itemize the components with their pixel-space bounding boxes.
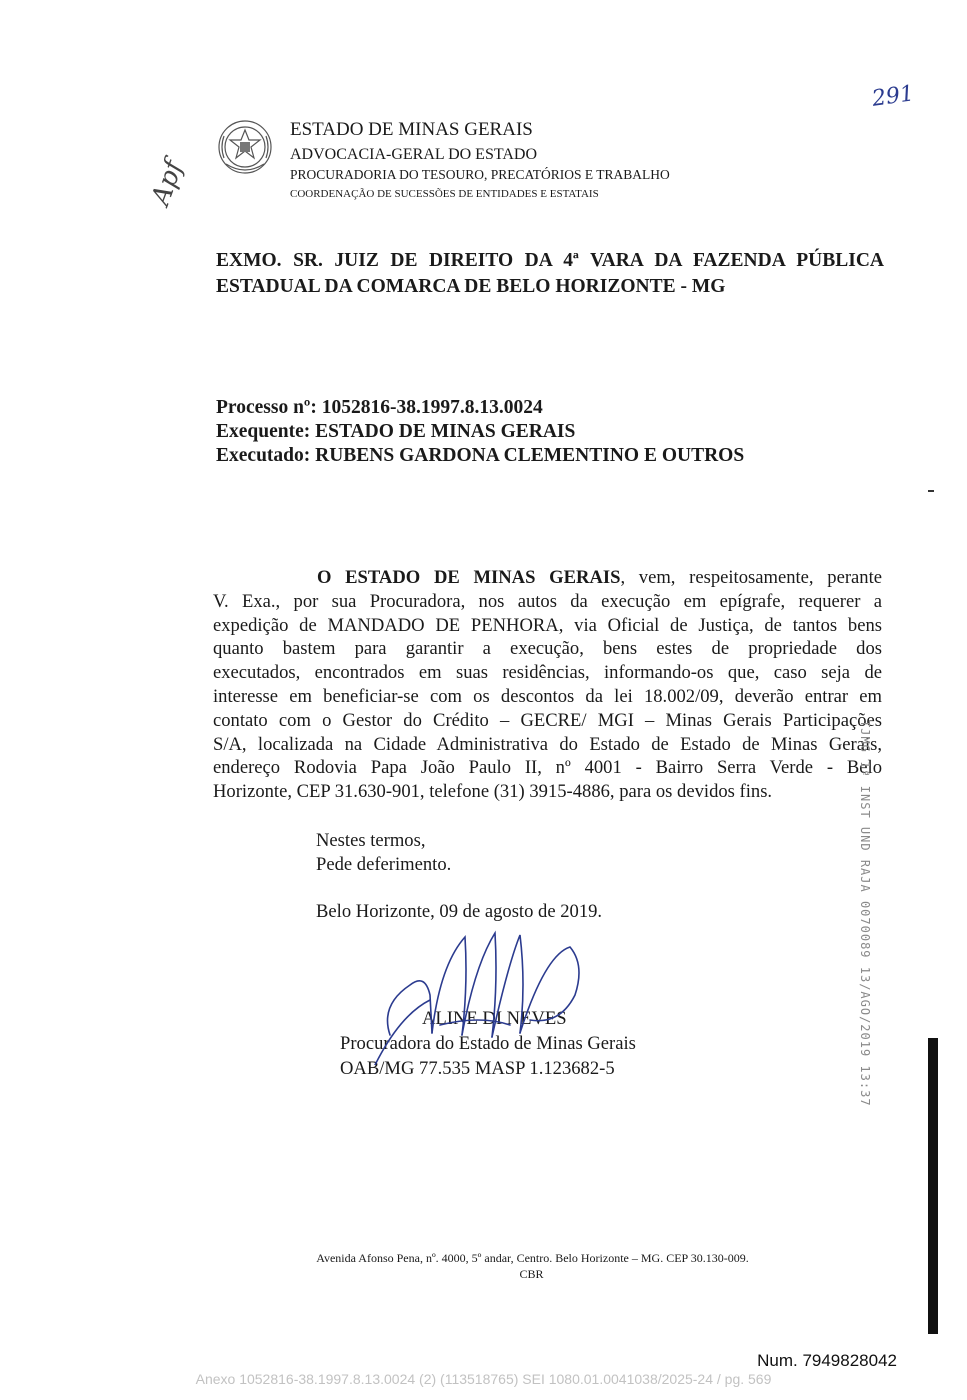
header-coordination: COORDENAÇÃO DE SUCESSÕES DE ENTIDADES E ESTATAIS (290, 188, 599, 200)
signer-title: Procuradora do Estado de Minas Gerais (340, 1033, 636, 1054)
signer-registration: OAB/MG 77.535 MASP 1.123682-5 (340, 1058, 615, 1079)
body-line: Horizonte, CEP 31.630-901, telefone (31) 3915-4886, para os devidos fins. (213, 781, 773, 803)
process-plaintiff: Exequente: ESTADO DE MINAS GERAIS (216, 421, 576, 442)
body-lead-rest: , vem, respeitosamente, perante (620, 567, 882, 588)
header-division: PROCURADORIA DO TESOURO, PRECATÓRIOS E TRABALHO (290, 167, 670, 182)
body-line: S/A, localizada na Cidade Administrativa do Estado de Estado de Minas Gerais, (213, 733, 882, 755)
protocol-stamp: TJMG 1ª INST UND RAJA 0070089 13/AGO/2019 13:37 (858, 720, 872, 1107)
footer-code: CBR (519, 1267, 544, 1281)
closing-line-2: Pede deferimento. (316, 854, 452, 875)
closing-line-1: Nestes termos, (316, 830, 426, 851)
addressee-line-2: ESTADUAL DA COMARCA DE BELO HORIZONTE - MG (216, 276, 726, 297)
body-line-lead (213, 566, 882, 590)
handwritten-initials: Apf (145, 156, 190, 210)
header-agency: ADVOCACIA-GERAL DO ESTADO (290, 146, 537, 163)
body-line: quanto bastem para garantir a execução, bens estes de propriedade dos (213, 638, 882, 660)
document-number: Num. 7949828042 (757, 1351, 897, 1370)
body-line: executados, encontrados em suas residências, informando-os que, caso seja de (213, 662, 882, 684)
body-line: endereço Rodovia Papa João Paulo II, nº 4001 - Bairro Serra Verde - Belo (213, 757, 882, 779)
body-lead-bold: O ESTADO DE MINAS GERAIS (317, 567, 621, 588)
header-state: ESTADO DE MINAS GERAIS (290, 119, 533, 140)
closing (316, 829, 451, 877)
body-line: V. Exa., por sua Procuradora, nos autos da execução em epígrafe, requerer a (213, 590, 882, 612)
addressee (216, 248, 884, 300)
process-defendant: Executado: RUBENS GARDONA CLEMENTINO E OUTROS (216, 445, 745, 466)
addressee-line-1: EXMO. SR. JUIZ DE DIREITO DA 4ª VARA DA FAZENDA PÚBLICA (216, 250, 884, 271)
body-line: expedição de MANDADO DE PENHORA, via Oficial de Justiça, de tantos bens (213, 614, 882, 636)
handwritten-signature (370, 925, 600, 1065)
scan-mark (928, 490, 934, 492)
process-info (216, 396, 744, 468)
body-line: contato com o Gestor do Crédito – GECRE/ MGI – Minas Gerais Participações (213, 709, 882, 731)
signer-name: ALINE DI NEVES (422, 1008, 567, 1029)
process-number: Processo nº: 1052816-38.1997.8.13.0024 (216, 397, 543, 418)
coat-of-arms-icon (216, 116, 274, 178)
body-paragraph (213, 566, 882, 804)
footer-address-line: Avenida Afonso Pena, nº. 4000, 5º andar, Centro. Belo Horizonte – MG. CEP 30.130-009. (316, 1251, 749, 1265)
handwritten-page-number: 291 (870, 81, 916, 112)
signing-date: Belo Horizonte, 09 de agosto de 2019. (316, 901, 603, 922)
annex-line: Anexo 1052816-38.1997.8.13.0024 (2) (113518765) SEI 1080.01.0041038/2025-24 / pg. 569 (195, 1371, 772, 1387)
scan-edge (928, 1038, 938, 1334)
body-line: interesse em beneficiar-se com os descontos da lei 18.002/09, deverão entrar em (213, 685, 882, 707)
footer-address (0, 1250, 967, 1282)
